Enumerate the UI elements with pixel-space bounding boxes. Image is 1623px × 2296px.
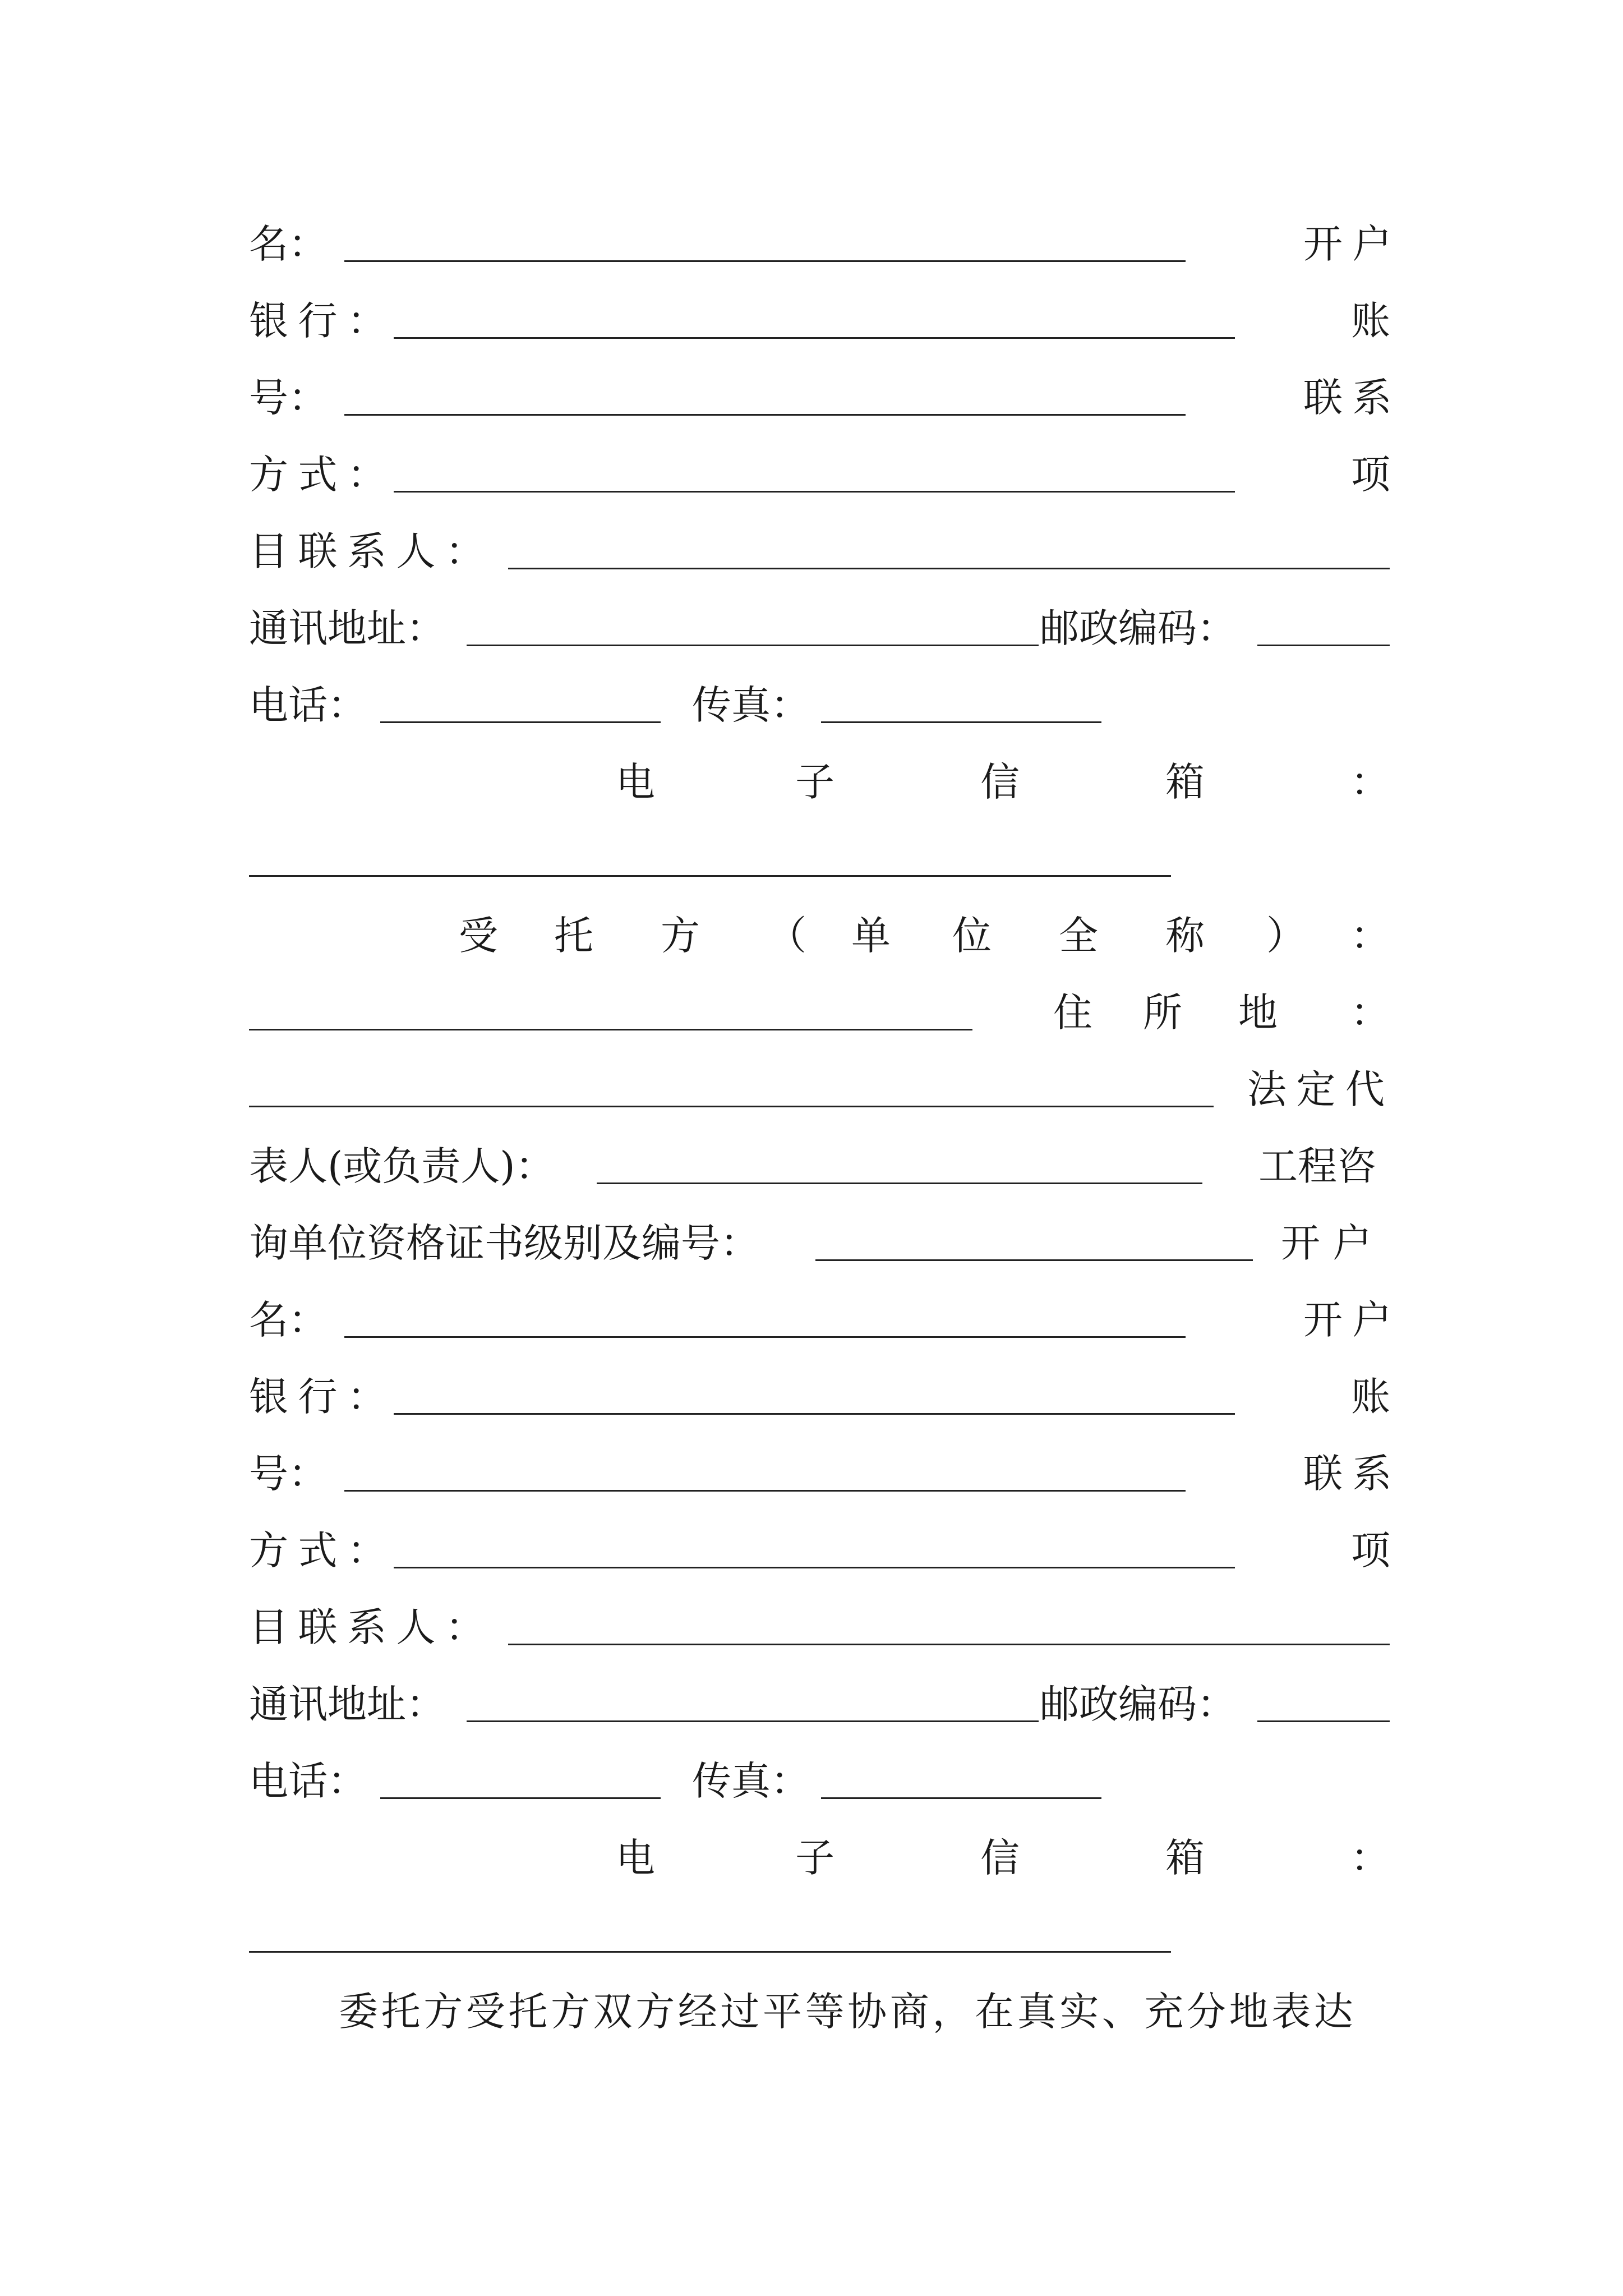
trustee-phone-label: 电话： <box>249 1758 367 1804</box>
row-trustee-email-field <box>249 1904 1390 1966</box>
trustee-title-char: ） <box>1266 913 1306 959</box>
contact-field[interactable] <box>394 491 1235 493</box>
account-name-field[interactable] <box>344 260 1186 262</box>
fax-label: 传真： <box>692 682 810 728</box>
row-trustee-account-no <box>249 1443 1401 1504</box>
row-trustee-title <box>249 905 1390 967</box>
trustee-title-char: （ <box>767 913 806 959</box>
row-residence <box>249 982 1390 1043</box>
trustee-contact-label-part1: 联系 <box>1303 1451 1401 1497</box>
qualification-label-part1: 工程咨 <box>1258 1143 1376 1189</box>
account-name-label: 名： <box>249 221 328 267</box>
account-no-field[interactable] <box>344 414 1186 416</box>
phone-field[interactable] <box>380 721 661 723</box>
trustee-contact-field[interactable] <box>394 1567 1235 1568</box>
trustee-title-char: 托 <box>554 913 593 959</box>
row-closing <box>249 1981 1390 2042</box>
trustee-project-contact-label-part1: 项 <box>1351 1527 1390 1573</box>
trustee-account-no-field[interactable] <box>344 1490 1186 1492</box>
trustee-bank-field[interactable] <box>394 1413 1235 1415</box>
trustee-email-char: 信 <box>980 1835 1020 1881</box>
trustee-title-char: 全 <box>1059 913 1098 959</box>
trustee-name-field[interactable] <box>249 1029 972 1030</box>
row-trustee-bank <box>249 1366 1390 1428</box>
email-char: 电 <box>616 759 655 805</box>
row-qualification <box>249 1212 1390 1274</box>
row-trustee-account-name <box>249 1289 1401 1351</box>
email-char: ： <box>1350 759 1390 805</box>
email-field[interactable] <box>249 875 1171 877</box>
trustee-fax-label: 传真： <box>692 1758 810 1804</box>
address-label: 通讯地址： <box>249 605 445 651</box>
email-char: 箱 <box>1165 759 1205 805</box>
bank-label-part1: 开户 <box>1303 221 1401 267</box>
trustee-email-char: 子 <box>795 1835 834 1881</box>
row-bank <box>249 290 1390 352</box>
contact-label-part2: 方式： <box>249 452 396 498</box>
email-char: 信 <box>980 759 1020 805</box>
legal-rep-label-part2: 表人(或负责人)： <box>249 1143 555 1189</box>
project-contact-field[interactable] <box>508 568 1390 569</box>
trustee-contact-label-part2: 方式： <box>249 1527 396 1573</box>
trustee-address-field[interactable] <box>467 1720 1039 1722</box>
trustee-account-no-label-part1: 账 <box>1351 1374 1390 1420</box>
qualification-label-part2: 询单位资格证书级别及编号： <box>249 1220 759 1266</box>
phone-label: 电话： <box>249 682 367 728</box>
trustee-postcode-label: 邮政编码： <box>1040 1681 1236 1727</box>
row-legal-rep <box>249 1059 1395 1120</box>
postcode-label: 邮政编码： <box>1040 605 1236 651</box>
trustee-address-label: 通讯地址： <box>249 1681 445 1727</box>
trustee-email-char: 箱 <box>1165 1835 1205 1881</box>
trustee-bank-label-part2: 银行： <box>249 1374 396 1420</box>
bank-label-part2: 银行： <box>249 298 396 344</box>
trustee-phone-field[interactable] <box>380 1797 661 1799</box>
row-trustee-phone-fax <box>249 1750 1390 1812</box>
trustee-title-char: 位 <box>952 913 992 959</box>
row-account-no <box>249 367 1401 429</box>
account-no-label-part1: 账 <box>1351 298 1390 344</box>
trustee-title-char: 受 <box>459 913 498 959</box>
row-account-name <box>249 213 1401 275</box>
trustee-bank-label-part1: 开户 <box>1303 1297 1401 1343</box>
bank-field[interactable] <box>394 337 1235 339</box>
closing-paragraph: 委托方受托方双方经过平等协商，在真实、充分地表达 <box>339 1989 1357 2035</box>
trustee-postcode-field[interactable] <box>1257 1720 1390 1722</box>
legal-rep-label-part1: 法定代 <box>1247 1066 1395 1112</box>
trustee-project-contact-field[interactable] <box>508 1644 1390 1645</box>
account-no-label-part2: 号： <box>249 375 328 421</box>
postcode-field[interactable] <box>1257 645 1390 646</box>
contact-label-part1: 联系 <box>1303 375 1401 421</box>
row-trustee-email <box>249 1827 1390 1889</box>
trustee-email-char: ： <box>1350 1835 1390 1881</box>
trustee-account-no-label-part2: 号： <box>249 1451 328 1497</box>
trustee-title-char: ： <box>1350 913 1390 959</box>
legal-rep-field[interactable] <box>597 1182 1202 1184</box>
trustee-email-char: 电 <box>616 1835 655 1881</box>
trustee-title-char: 方 <box>661 913 700 959</box>
trustee-email-field[interactable] <box>249 1951 1171 1953</box>
project-contact-label-part1: 项 <box>1351 452 1390 498</box>
account-name-label-part1: 开 户 <box>1281 1220 1372 1266</box>
fax-field[interactable] <box>821 721 1101 723</box>
trustee-project-contact-label-part2: 目联系人： <box>249 1604 495 1650</box>
row-project-contact <box>249 521 1390 582</box>
residence-char: 地 <box>1238 990 1278 1036</box>
trustee-title-char: 单 <box>851 913 891 959</box>
trustee-account-name-label: 名： <box>249 1297 328 1343</box>
row-phone-fax <box>249 674 1390 736</box>
email-char: 子 <box>795 759 834 805</box>
residence-char: 住 <box>1053 990 1092 1036</box>
row-address <box>249 597 1390 659</box>
residence-char: ： <box>1350 990 1390 1036</box>
trustee-fax-field[interactable] <box>821 1797 1101 1799</box>
row-trustee-contact <box>249 1520 1390 1581</box>
project-contact-label-part2: 目联系人： <box>249 528 495 574</box>
residence-char: 所 <box>1143 990 1182 1036</box>
row-legal-rep-field <box>249 1135 1390 1197</box>
qualification-field[interactable] <box>815 1259 1253 1261</box>
residence-field[interactable] <box>249 1106 1214 1107</box>
row-trustee-project-contact <box>249 1596 1390 1658</box>
row-email-field <box>249 828 1390 890</box>
row-email <box>249 751 1390 813</box>
address-field[interactable] <box>467 645 1039 646</box>
row-contact <box>249 444 1390 505</box>
trustee-account-name-field[interactable] <box>344 1336 1186 1338</box>
trustee-title-char: 称 <box>1165 913 1205 959</box>
row-trustee-address <box>249 1673 1390 1735</box>
